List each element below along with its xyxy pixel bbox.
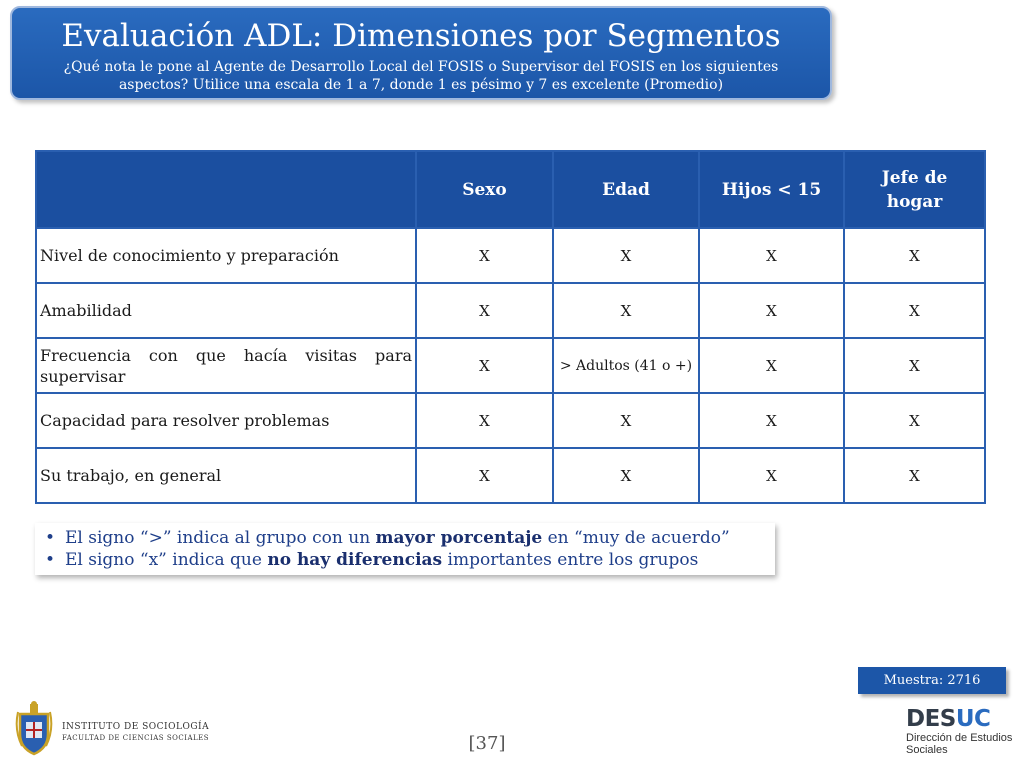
sample-badge: Muestra: 2716 bbox=[858, 667, 1006, 694]
table-cell: X bbox=[844, 448, 985, 503]
table-cell: X bbox=[416, 283, 553, 338]
table-cell: X bbox=[416, 448, 553, 503]
table-cell: X bbox=[844, 283, 985, 338]
note-item bbox=[45, 527, 775, 549]
table-cell: X bbox=[699, 393, 844, 448]
desuc-part-a: DES bbox=[906, 706, 956, 732]
table-row bbox=[36, 393, 985, 448]
header-edad: Edad bbox=[553, 151, 699, 228]
desuc-wordmark bbox=[906, 706, 1018, 732]
desuc-line1: Dirección de Estudios bbox=[906, 732, 1013, 744]
table-cell: X bbox=[844, 338, 985, 393]
table-cell: X bbox=[416, 338, 553, 393]
header-hijos: Hijos < 15 bbox=[699, 151, 844, 228]
header-jefe-hogar: Jefe de hogar bbox=[844, 151, 985, 228]
note-text: importantes entre los grupos bbox=[442, 550, 699, 570]
page-number: [37] bbox=[468, 733, 506, 754]
note-bold: mayor porcentaje bbox=[375, 528, 543, 548]
note-bold: no hay diferencias bbox=[267, 550, 443, 570]
university-crest-icon bbox=[14, 700, 54, 756]
sociology-institute-logo bbox=[14, 700, 210, 760]
table-cell: X bbox=[416, 228, 553, 283]
table-row bbox=[36, 283, 985, 338]
table-cell: X bbox=[553, 448, 699, 503]
header-sexo: Sexo bbox=[416, 151, 553, 228]
row-label: Su trabajo, en general bbox=[36, 448, 416, 503]
table-cell: X bbox=[699, 228, 844, 283]
table-cell: X bbox=[416, 393, 553, 448]
desuc-part-b: UC bbox=[955, 706, 991, 732]
bullet: • bbox=[45, 528, 56, 548]
table-row bbox=[36, 228, 985, 283]
note-item bbox=[45, 549, 775, 571]
note-text: en “muy de acuerdo” bbox=[542, 528, 730, 548]
institute-line1: INSTITUTO DE SOCIOLOGÍA bbox=[62, 722, 210, 732]
segments-table bbox=[35, 150, 986, 504]
legend-notes bbox=[35, 523, 775, 575]
table-row bbox=[36, 448, 985, 503]
note-text: El signo “>” indica al grupo con un bbox=[65, 528, 376, 548]
table-cell: X bbox=[553, 393, 699, 448]
table-cell: X bbox=[553, 283, 699, 338]
note-text: El signo “x” indica que bbox=[65, 550, 268, 570]
row-label: Frecuencia con que hacía visitas para supervisar bbox=[36, 338, 416, 393]
table-header-row bbox=[36, 151, 985, 228]
page-title: Evaluación ADL: Dimensiones por Segmentos bbox=[61, 18, 781, 54]
row-label: Nivel de conocimiento y preparación bbox=[36, 228, 416, 283]
table-cell: X bbox=[699, 338, 844, 393]
title-banner bbox=[10, 6, 832, 100]
table-cell: X bbox=[553, 228, 699, 283]
table-cell: X bbox=[699, 448, 844, 503]
table-cell: X bbox=[844, 228, 985, 283]
bullet: • bbox=[45, 550, 56, 570]
table-cell: X bbox=[844, 393, 985, 448]
row-label: Amabilidad bbox=[36, 283, 416, 338]
header-empty bbox=[36, 151, 416, 228]
table-row bbox=[36, 338, 985, 393]
institute-name bbox=[62, 722, 209, 744]
desuc-logo bbox=[906, 706, 1018, 762]
row-label: Capacidad para resolver problemas bbox=[36, 393, 416, 448]
page-subtitle: ¿Qué nota le pone al Agente de Desarrollo Local del FOSIS o Supervisor del FOSIS en los siguientes aspectos? Utilice una escala de 1 a 7, donde 1 es pésimo y 7 es excelente (Promedio) bbox=[63, 59, 779, 93]
table-cell: X bbox=[699, 283, 844, 338]
table-cell-note: > Adultos (41 o +) bbox=[553, 338, 699, 393]
desuc-line2: Sociales bbox=[906, 744, 948, 756]
institute-line2: FACULTAD DE CIENCIAS SOCIALES bbox=[62, 734, 210, 742]
